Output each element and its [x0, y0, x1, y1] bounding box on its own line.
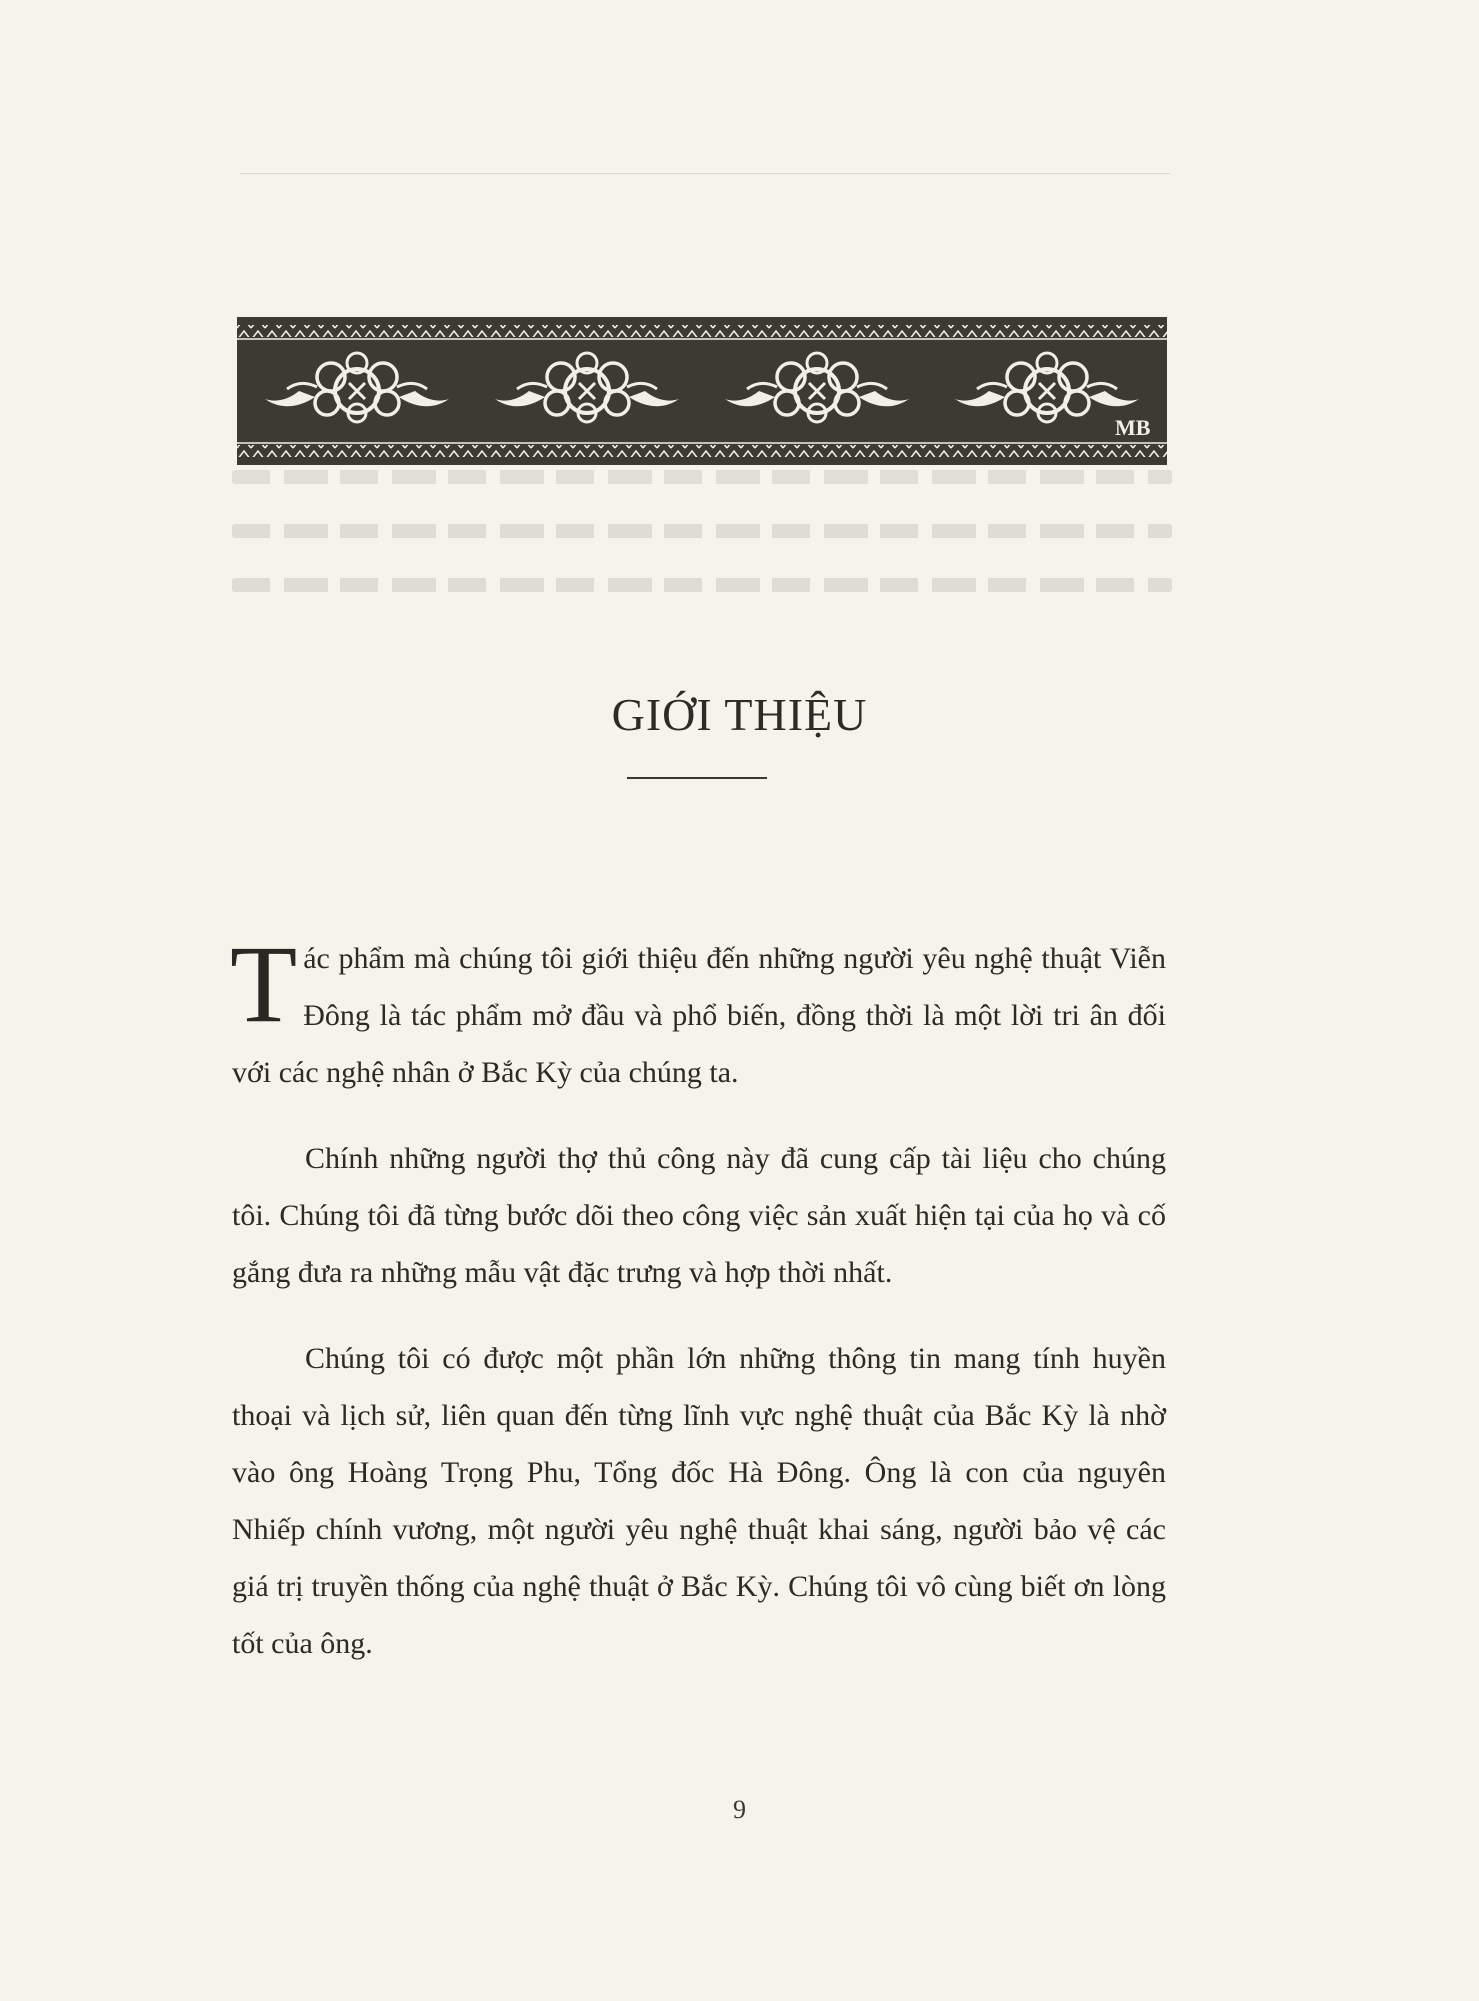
page-number: 9 — [733, 1795, 746, 1824]
ornament-monogram: MB — [1115, 415, 1151, 440]
paragraph-1-text: ác phẩm mà chúng tôi giới thiệu đến những người yêu nghệ thuật Viễn Đông là tác phẩm mở đầu và phổ biến, đồng thời là một lời tri ân đối với các nghệ nhân ở Bắc Kỳ của chúng ta. — [232, 942, 1166, 1089]
body-text — [230, 923, 1166, 1701]
title-underline — [627, 777, 767, 779]
page-title: GIỚI THIỆU — [611, 689, 868, 740]
paragraph-2: Chính những người thợ thủ công này đã cung cấp tài liệu cho chúng tôi. Chúng tôi đã từng bước dõi theo công việc sản xuất hiện tại của họ và cố gắng đưa ra những mẫu vật đặc trưng và hợp thời nhất. — [232, 1142, 1166, 1289]
show-through-header — [0, 118, 1479, 178]
paragraph-3: Chúng tôi có được một phần lớn những thông tin mang tính huyền thoại và lịch sử, liên quan đến từng lĩnh vực nghệ thuật của Bắc Kỳ là nhờ vào ông Hoàng Trọng Phu, Tổng đốc Hà Đông. Ông là con của nguyên Nhiếp chính vương, một người yêu nghệ thuật khai sáng, người bảo vệ các giá trị truyền thống của nghệ thuật ở Bắc Kỳ. Chúng tôi vô cùng biết ơn lòng tốt của ông. — [232, 1342, 1166, 1660]
decorative-cloud-band — [237, 317, 1167, 465]
show-through-rule — [240, 173, 1170, 174]
show-through-text — [232, 470, 1172, 610]
paragraph-1 — [230, 923, 1166, 1101]
cloud-band-illustration — [237, 317, 1167, 465]
drop-cap: T — [230, 923, 298, 1045]
